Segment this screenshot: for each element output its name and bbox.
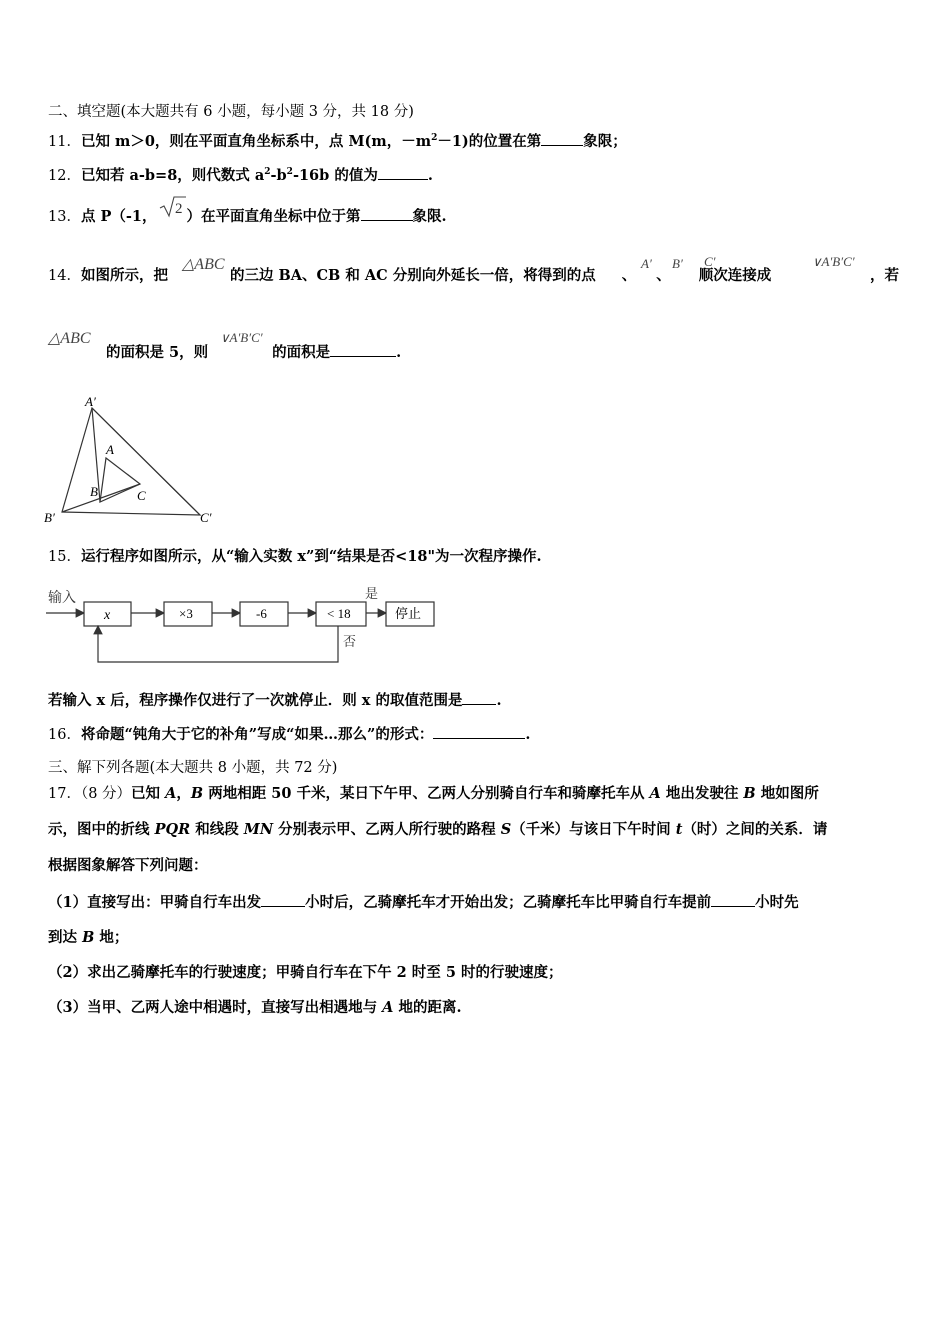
q17-point-a: A	[165, 785, 177, 802]
q13-text-c: 象限.	[412, 208, 447, 225]
flow-box-x-text: x	[104, 608, 111, 623]
sqrt-radicand: 2	[175, 201, 183, 217]
question-12	[48, 162, 433, 186]
flow-box-stop-text: 停止	[395, 606, 422, 621]
q14-text-f: 的面积是	[272, 344, 331, 361]
q11-text-c: －1)的位置在第	[437, 132, 542, 150]
q15-after-a: 若输入 x 后，程序操作仅进行了一次就停止．则 x 的取值范围是	[48, 692, 463, 709]
q17-p1d-b: 地；	[94, 929, 129, 946]
question-17-line1	[48, 784, 819, 804]
q11-text-a: 已知 m＞0，则在平面直角坐标系中，点 M(m，	[80, 132, 402, 150]
q14-point-b-prime: B′	[672, 256, 683, 271]
q12-blank[interactable]	[378, 165, 428, 180]
q12-sup2: 2	[286, 167, 293, 177]
q17-p3a: （3）当甲、乙两人途中相遇时，直接写出相遇地与	[48, 999, 383, 1016]
q14-text-a: 如图所示，把	[80, 267, 168, 284]
q17-p1a: （1）直接写出：甲骑自行车出发	[48, 894, 262, 911]
q17-l2c: 分别表示甲、乙两人所行驶的路程	[273, 821, 501, 838]
question-15-answer	[48, 690, 502, 711]
q17-blank-2[interactable]	[711, 892, 755, 907]
flow-yes-label: 是	[365, 586, 379, 601]
q14-triangle-prime-2: ∨A′B′C′	[220, 330, 263, 345]
q15-text: 运行程序如图所示，从“输入实数 x”到“结果是否<18"为一次程序操作.	[80, 548, 542, 565]
flow-input-label: 输入	[48, 591, 76, 606]
label-a: A	[106, 442, 114, 457]
q17-point-b-3: B	[82, 929, 95, 946]
question-17-part3	[48, 998, 462, 1018]
question-16	[48, 724, 530, 745]
q14-triangle-abc-2: △ABC	[48, 330, 91, 347]
q17-mn: MN	[243, 821, 274, 838]
q14-triangle-abc: △ABC	[182, 256, 225, 273]
sqrt-symbol	[158, 194, 188, 220]
q16-blank[interactable]	[433, 724, 525, 739]
q12-text-b: -b	[270, 166, 287, 184]
q11-text-d: 象限；	[583, 132, 627, 150]
label-b-prime: B′	[44, 510, 55, 525]
line-b-prime-c	[62, 484, 140, 512]
flow-box-subtract-text: -6	[256, 606, 267, 621]
q14-sep1: 、	[621, 267, 637, 284]
q17-t: t	[675, 821, 683, 838]
q14-text-d: ，若	[870, 267, 899, 284]
label-b: B	[90, 484, 98, 499]
program-flowchart	[40, 582, 450, 668]
q17-number: 17．	[48, 786, 81, 802]
q12-text-d: .	[427, 166, 433, 184]
section-2-heading: 二、填空题(本大题共有 6 小题，每小题 3 分，共 18 分)	[48, 104, 414, 120]
q16-number: 16．	[48, 727, 81, 743]
outer-triangle	[62, 408, 200, 515]
section-3-heading: 三、解下列各题(本大题共 8 小题，共 72 分)	[48, 760, 338, 776]
q17-l1b: ，	[176, 785, 191, 802]
q11-number: 11．	[48, 133, 81, 150]
triangle-figure	[40, 390, 230, 530]
q17-l2d: （千米）与该日下午时间	[511, 821, 676, 838]
label-c-prime: C′	[200, 510, 212, 525]
q17-point-b-2: B	[743, 785, 756, 802]
q17-point-a-3: A	[382, 999, 394, 1016]
q17-l1a: 已知	[131, 785, 166, 802]
q13-text-b: ）在平面直角坐标中位于第	[186, 208, 361, 225]
q17-point-b: B	[190, 785, 204, 802]
question-17-part1	[48, 892, 799, 913]
q13-blank[interactable]	[361, 206, 413, 221]
q17-score: （8 分）	[80, 786, 132, 802]
q16-text-b: .	[525, 726, 531, 743]
label-a-prime: A′	[85, 394, 96, 409]
q17-p3b: 地的距离.	[393, 999, 462, 1016]
flow-loop-arrow	[98, 626, 338, 662]
q12-text-c: -16b 的值为	[292, 166, 378, 184]
label-c: C	[137, 488, 146, 503]
q16-text-a: 将命题“钝角大于它的补角”写成“如果…那么”的形式：	[80, 726, 434, 743]
q17-l2b: 和线段	[190, 821, 244, 838]
q17-point-a-2: A	[649, 785, 661, 802]
q12-number: 12．	[48, 167, 81, 184]
question-15	[48, 547, 542, 567]
q17-l1e: 地如图所	[755, 785, 819, 802]
flow-no-label: 否	[343, 634, 357, 649]
flow-box-compare-text: < 18	[327, 606, 351, 621]
inner-triangle	[100, 458, 140, 502]
q17-l3: 根据图象解答下列问题：	[48, 857, 208, 874]
q12-text-a: 已知若 a-b=8，则代数式 a	[80, 166, 265, 184]
q17-p1b: 小时后，乙骑摩托车才开始出发；乙骑摩托车比甲骑自行车提前	[305, 894, 712, 911]
q13-text-a: 点 P（-1，	[80, 208, 157, 225]
q17-p1d-a: 到达	[48, 929, 83, 946]
question-11	[48, 128, 627, 152]
q15-after-b: .	[496, 692, 502, 709]
question-17-part2	[48, 963, 562, 983]
q14-number: 14．	[48, 268, 81, 284]
q14-triangle-prime: ∨A′B′C′	[812, 254, 855, 269]
q11-blank[interactable]	[541, 131, 583, 146]
q11-sup: 2	[431, 133, 438, 143]
question-14	[48, 266, 771, 286]
q14-text-c: 顺次连接成	[698, 267, 772, 284]
question-17-line3	[48, 856, 208, 876]
q14-text-g: .	[396, 344, 402, 361]
question-13	[48, 206, 447, 227]
q11-text-b: －m	[401, 132, 432, 150]
question-17-part1-cont	[48, 928, 128, 948]
q17-blank-1[interactable]	[261, 892, 305, 907]
q14-text-b: 的三边 BA、CB 和 AC 分别向外延长一倍，将得到的点	[229, 267, 596, 284]
q14-point-c-prime: C′	[704, 254, 716, 269]
q14-sep2: 、	[656, 267, 671, 284]
q17-l2a: 示，图中的折线	[48, 821, 155, 838]
q13-number: 13．	[48, 209, 81, 225]
q14-point-a-prime: A′	[641, 256, 652, 271]
q17-l1c: 两地相距 50 千米，某日下午甲、乙两人分别骑自行车和骑摩托车从	[203, 785, 650, 802]
q17-s: S	[500, 821, 512, 838]
q17-p2: （2）求出乙骑摩托车的行驶速度；甲骑自行车在下午 2 时至 5 时的行驶速度；	[48, 964, 563, 981]
q14-text-e: 的面积是 5，则	[106, 344, 209, 361]
q12-sup1: 2	[264, 167, 271, 177]
q17-pqr: PQR	[154, 821, 191, 838]
q17-l1d: 地出发驶往	[660, 785, 744, 802]
q17-l2e: （时）之间的关系．请	[682, 821, 828, 838]
q15-blank[interactable]	[462, 690, 496, 705]
flow-box-multiply-text: ×3	[179, 606, 193, 621]
q15-number: 15．	[48, 549, 81, 565]
question-17-line2	[48, 820, 827, 840]
q14-blank[interactable]	[330, 342, 396, 357]
q17-p1c: 小时先	[755, 894, 799, 911]
